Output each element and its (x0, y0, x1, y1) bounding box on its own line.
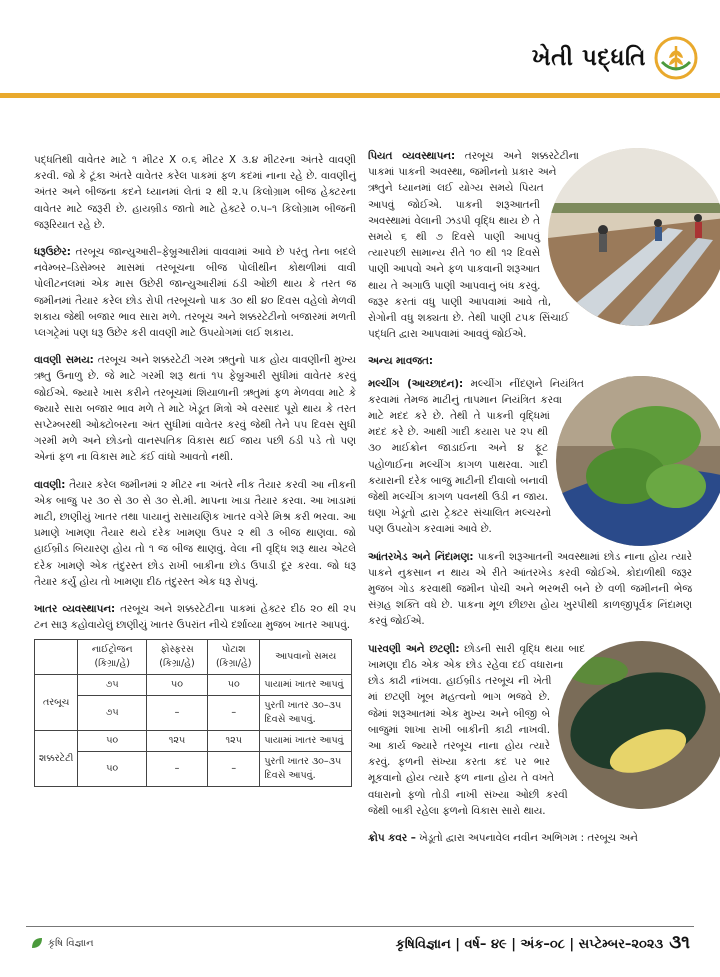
heading-thinning: પારવણી અને છટણી: (368, 642, 460, 655)
table-header: પોટાશ (કિગ્રા/હે) (208, 640, 260, 675)
footer-issue-info (396, 932, 690, 953)
heading-other-care: અન્ય માવજત: (368, 355, 433, 368)
page-footer (0, 926, 720, 960)
mulching-plant-photo (556, 376, 720, 546)
footer-divider (26, 926, 694, 927)
footer-brand-text: કૃષિ વિજ્ઞાન (48, 937, 94, 949)
right-column (368, 148, 692, 857)
table-header: ફોસ્ફરસ (કિગ્રા/હે) (146, 640, 207, 675)
table-row (35, 731, 352, 752)
table-cell: – (208, 696, 260, 731)
table-header (35, 640, 78, 675)
table-cell-crop: તરબૂચ (35, 675, 78, 731)
table-cell: પાયામાં ખાતર આપવું (260, 731, 352, 752)
table-header: આપવાનો સમય (260, 640, 352, 675)
table-header-row (35, 640, 352, 675)
heading-irrigation: પિયત વ્યવસ્થાપન: (368, 150, 456, 162)
text-irrigation: તરબૂચ અને શક્કરટેટીના પાકમાં પાકની અવસ્થા, જમીનનો પ્રકાર અને ઋતુને ધ્યાનમાં લઈ યોગ્ય સમયે પિયત આપવું જોઈએ. પાકની શરૂઆતની અવસ્થામાં વેલાની ઝડપી વૃદ્ધિ થાય છે તે સમયે ૬ થી ૭ દિવસે પાણી આપવું ત્યારપછી સામાન્ય રીતે ૧૦ થી ૧૨ દિવસે પાણી આપવો અને ફળ પાકવાની શરૂઆત થાય તે અગાઉ પાણી આપવાનું બંધ કરવું. જરૂર કરતાં વધુ પાણી આપવામાં આવે તો, રોગોની વધુ શક્યતા છે. તેથી પાણી ટપક સિંચાઈ પદ્ધતિ દ્વારા આપવામાં આવવું જોઈએ. (368, 150, 579, 341)
text-sowing: તૈયાર કરેલ જમીનમાં ૨ મીટર ના અંતરે નીક તૈયાર કરવી આ નીકની એક બાજુ પર ૩૦ સે ૩૦ સે ૩૦ સે.મી. માપના ખાડા તૈયાર કરવા. આ ખાડામાં માટી, છાણીયું ખાતર તથા પાયાનું રાસાયણિક ખાતર વગેરે મિશ્ર કરી ભરવા. આ પ્રમાણે ખામણા તૈયાર થયે દરેક ખામણા ઉપર ૨ થી ૩ બીજ થાણવા. જો હાઈબ્રીડ બિયારણ હોય તો ૧ જ બીજ થાણવું. વેલા ની વૃદ્ધિ શરૂ થાય એટલે દરેક ખામણે એક તંદુરસ્ત છોડ રાખી બાકીના છોડ ઉપાડી દૂર કરવા. જો ધરૂ તૈયાર કર્યું હોય તો ખામણા દીઠ તંદુરસ્ત એક ધરૂ રોપવું. (34, 478, 356, 588)
text-crop-cover: ખેડૂતો દ્વારા અપનાવેલ નવીન અભિગમ : તરબૂચ અને (415, 831, 638, 844)
table-cell: – (208, 752, 260, 787)
footer-brand (30, 936, 94, 950)
table-cell: પુરતી ખાતર ૩૦–૩૫ દિવસે આપવું. (260, 752, 352, 787)
page-header (532, 28, 698, 88)
table-row (35, 696, 352, 731)
table-cell: – (146, 752, 207, 787)
paragraph-sowing-time (34, 352, 356, 465)
paragraph-crop-cover (368, 830, 692, 846)
table-cell: ૧૨૫ (146, 731, 207, 752)
left-column (34, 152, 356, 787)
heading-fertilizer: ખાતર વ્યવસ્થાપન: (34, 603, 116, 616)
paragraph-sowing (34, 477, 356, 590)
table-cell: ૭૫ (78, 696, 147, 731)
text-nursery: તરબૂચ જાન્યુઆરી–ફેબ્રુઆરીમાં વાવવામાં આવે છે પરંતુ તેના બદલે નવેમ્બર–ડિસેમ્બર માસમાં તરબૂચના બીજ પોલીથીન કોથળીમાં વાવી પોલીટનલમાં એક માસ ઉછેરી જાન્યુઆરીમાં ઠંડી ઓછી થાય કે તરત જ જમીનમાં તૈયાર કરેલ છોડ રોપી તરબૂચનો પાક ૩૦ થી ૪૦ દિવસ વહેલો મેળવી શકાય જેથી બજાર ભાવ સારા મળે. તરબૂચ અને શક્કરટેટીનો બજારમાં મળતી પ્લગટ્રેમાં પણ ધરૂ ઉછેર કરી વાવણી માટે ઉપયોગમાં લઈ શકાય. (34, 246, 356, 340)
table-cell: ૫૦ (78, 731, 147, 752)
section-title: ખેતી પદ્ધતિ (531, 45, 646, 71)
leaf-logo-icon (30, 936, 44, 950)
text-fertilizer: તરબૂચ અને શક્કરટેટીના પાકમાં હેક્ટર દીઠ ૨૦ થી ૨૫ ટન સારૂ કહોવાયેલું છાણીયું ખાતર ઉપરાંત નીચે દર્શાવ્યા મુજબ ખાતર આપવું. (34, 603, 356, 632)
field-irrigation-photo (548, 148, 720, 326)
paragraph-weeding (368, 549, 692, 630)
text-mulching: મલ્ચીંગ નીંદણને નિયંત્રિત કરવામાં તેમજ માટીનું તાપમાન નિયંત્રિત કરવા માટે મદદ કરે છે. તેથી તે પાકની વૃદ્ધિમાં મદદ કરે છે. આથી ગાદી કયારા પર ૨૫ થી ૩૦ માઈક્રોન જાડાઈના અને ૪ ફૂટ પહોળાઈના મલ્ચીંગ કાગળ પાથરવા. ગાદી કયારાની દરેક બાજુ માટીની દીવાલો બનાવી જેથી મલ્ચીંગ કાગળ પવનથી ઉડી ન જાય. ઘણા ખેડૂતો દ્વારા ટ્રેક્ટર સંચાલિત મલ્ચરનો પણ ઉપયોગ કરવામાં આવે છે. (368, 377, 584, 536)
paragraph-spacing: પદ્ધતિથી વાવેતર માટે ૧ મીટર X ૦.૬ મીટર X ૩.૪ મીટરના અંતરે વાવણી કરવી. જો કે ટૂંકા અંતરે વાવેતર કરેલ પાકમાં ફળ કદમાં નાના રહે છે. વાવણીનું અંતર અને બીજના કદને ધ્યાનમાં લેતાં ૨ થી ૨.૫ કિલોગ્રામ બીજ હેક્ટરના વાવેતર માટે જરૂરી છે. હાયબ્રીડ જાતો માટે હેક્ટરે ૦.૫–૧ કિલોગ્રામ બીજની જરૂરિયાત રહે છે. (34, 154, 356, 231)
wheat-logo-icon (654, 36, 698, 80)
fertilizer-table (34, 639, 352, 787)
table-cell: પાયામાં ખાતર આપવું (260, 675, 352, 696)
heading-crop-cover: ક્રોપ કવર – (368, 831, 416, 844)
table-cell: – (146, 696, 207, 731)
table-cell-crop: શક્કરટેટી (35, 731, 78, 787)
table-cell: ૫૦ (208, 675, 260, 696)
table-cell: ૧૨૫ (208, 731, 260, 752)
table-cell: ૫૦ (78, 752, 147, 787)
heading-weeding: આંતરખેડ અને નિંદામણ: (368, 550, 474, 563)
text-sowing-time: તરબૂચ અને શક્કરટેટી ગરમ ઋતુનો પાક હોય વાવણીની મુખ્ય ઋતુ ઉનાળુ છે. જે માટે ગરમી શરૂ થતાં ૧૫ ફેબ્રુઆરી સુધીમાં વાવેતર કરવું જોઈએ. જ્યારે ખાસ કરીને તરબૂચમાં શિયાળાની ઋતુમાં ફળ મેળવવા માટે કે જ્યારે સારા બજાર ભાવ મળે તે માટે ખેડૂત મિત્રો એ વરસાદ પૂરો થાય કે તરત સપ્ટેમ્બરથી ઓક્ટોબરના અંત સુધીમાં વાવેતર કરવું જેથી તેને ૫૫ દિવસ સુધી ગરમી મળે અને છોડનો વાનસ્પતિક વિકાસ થઈ જાય પછી ઠંડી પડે તો પણ એનાં ફળ ના વિકાસ માટે કંઈ વાંધો આવતો નથી. (34, 354, 356, 464)
table-cell: પુરતી ખાતર ૩૦–૩૫ દિવસે આપવું. (260, 696, 352, 731)
paragraph-nursery (34, 244, 356, 341)
header-accent-bar (0, 93, 720, 98)
page-number: ૩૧ (669, 932, 690, 953)
heading-sowing-time: વાવણી સમય: (34, 354, 94, 367)
table-row (35, 675, 352, 696)
heading-sowing: વાવણી: (34, 478, 66, 491)
paragraph-fertilizer (34, 601, 356, 633)
text-thinning: છોડની સારી વૃદ્ધિ થયા બાદ ખામણા દીઠ એક એક છોડ રહેવા દઈ વધારાના છોડ કાઢી નાંખવા. હાઈબ્રીડ તરબૂચ ની ખેતી માં છટણી ખૂબ મહત્વનો ભાગ ભજવે છે. જેમાં શરૂઆતમાં એક મુખ્ય અને બીજી બે બાજુમાં શાખા રાખી બાકીની કાઢી નાખવી. આ કાર્ય જ્યારે તરબૂચ નાના હોય ત્યારે કરવું. ફળની સંખ્યા કરતા કદ પર ભાર મૂકવાનો હોય ત્યારે ફળ નાના હોય તે વખતે વધારાનો ફળો તોડી નાખી સંખ્યા ઓછી કરવી જેથી બાકી રહેલા ફળનો વિકાસ સારો થાય. (368, 642, 586, 817)
table-cell: ૭૫ (78, 675, 147, 696)
table-cell: ૫૦ (146, 675, 207, 696)
heading-nursery: ધરૂઉછેર: (34, 246, 71, 259)
table-row (35, 752, 352, 787)
issue-text: કૃષિવિજ્ઞાન | વર્ષ– ૪૯ | અંક–૦૮ | સપ્ટેમ્બર–૨૦૨૩ (395, 937, 664, 952)
text-weeding: પાકની શરૂઆતની અવસ્થામાં છોડ નાના હોય ત્યારે પાકને નુકસાન ન થાય એ રીતે આંતરખેડ કરવી જોઈએ. કોદાળીથી જરૂર મુજબ ગોડ કરવાથી જમીન પોચી અને ભરભરી બને છે વળી જમીનની ભેજ સંગ્રહ શક્તિ વધે છે. પાકના મૂળ છીછરા હોય ખુરપીથી કાળજીપૂર્વક નિંદામણ કરવું જોઈએ. (368, 550, 692, 628)
heading-mulching: મલ્ચીંગ (આચ્છાદન): (368, 377, 464, 390)
watermelon-fruit-photo (558, 641, 720, 809)
table-header: નાઈટ્રોજન (કિગ્રા/હે) (78, 640, 147, 675)
